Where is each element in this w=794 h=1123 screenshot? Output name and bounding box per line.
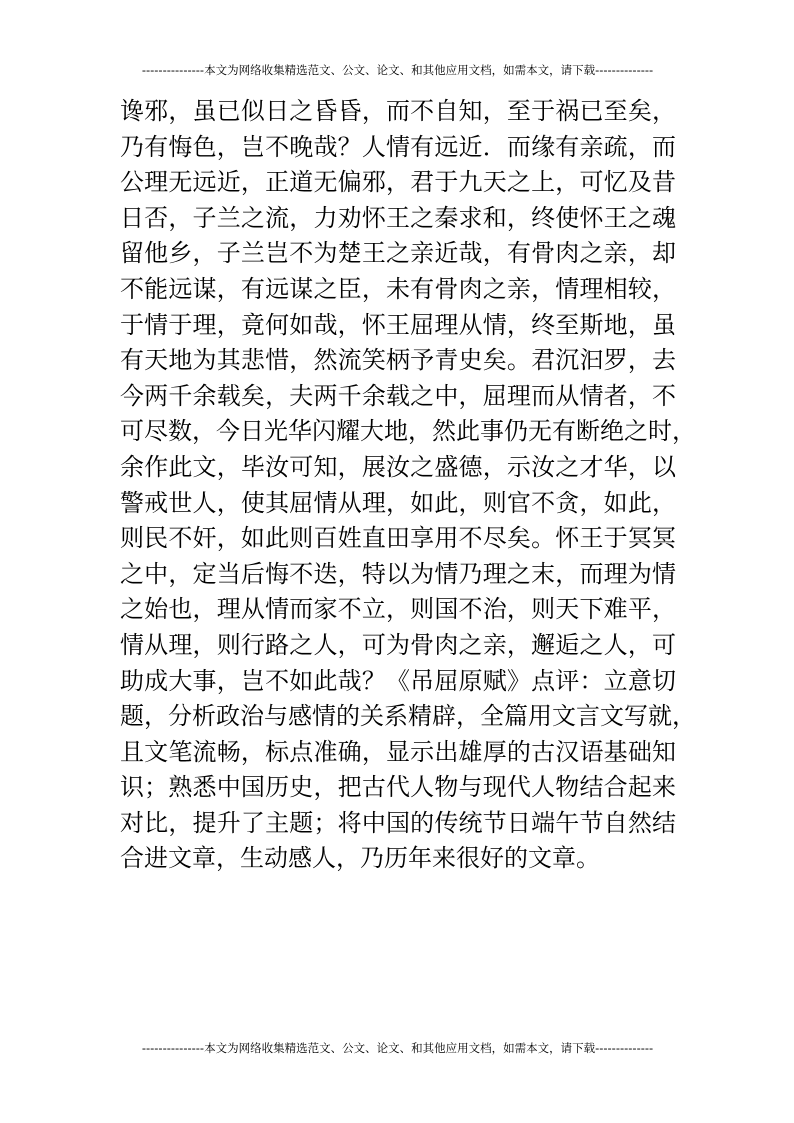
body-line: 警戒世人，使其屈情从理，如此，则官不贪，如此， <box>120 488 676 517</box>
body-line: 日否，子兰之流，力劝怀王之秦求和，终使怀王之魂 <box>120 203 676 232</box>
body-line: 可尽数，今日光华闪耀大地，然此事仍无有断绝之时， <box>120 417 696 446</box>
body-line: 乃有悔色，岂不晚哉？人情有远近．而缘有亲疏，而 <box>120 132 676 161</box>
body-line: 余作此文，毕汝可知，展汝之盛德，示汝之才华，以 <box>120 452 676 481</box>
body-line: 今两千余载矣，夫两千余载之中，屈理而从情者，不 <box>120 381 676 410</box>
body-line: 之中，定当后悔不迭，特以为情乃理之末，而理为情 <box>120 559 676 588</box>
body-line: 对比，提升了主题；将中国的传统节日端午节自然结 <box>120 808 676 837</box>
body-line: 之始也，理从情而家不立，则国不治，则天下难平， <box>120 595 676 624</box>
body-line: 谗邪，虽已似日之昏昏，而不自知，至于祸已至矣， <box>120 97 676 125</box>
body-line: 则民不奸，如此则百姓直田享用不尽矣。怀王于冥冥 <box>120 524 676 553</box>
body-line: 公理无远近，正道无偏邪，君于九天之上，可忆及昔 <box>120 168 676 197</box>
body-line: 情从理，则行路之人，可为骨肉之亲，邂逅之人，可 <box>120 630 676 659</box>
header-note: ---------------本文为网络收集精选范文、公文、论文、和其他应用文档，如需本文，请下载-------------- <box>141 63 654 77</box>
body-line: 合进文章，生动感人，乃历年来很好的文章。 <box>120 844 600 873</box>
body-text <box>120 94 696 877</box>
body-line: 留他乡，子兰岂不为楚王之亲近哉，有骨肉之亲，却 <box>120 239 676 268</box>
body-line: 助成大事，岂不如此哉？《吊屈原赋》点评：立意切 <box>120 666 676 695</box>
body-line: 且文笔流畅，标点准确，显示出雄厚的古汉语基础知 <box>120 737 676 766</box>
body-line: 有天地为其悲惜，然流笑柄予青史矣。君沉汩罗，去 <box>120 346 676 375</box>
body-line: 不能远谋，有远谋之臣，未有骨肉之亲，情理相较， <box>120 274 676 303</box>
footer-note: ---------------本文为网络收集精选范文、公文、论文、和其他应用文档，如需本文，请下载-------------- <box>141 1041 654 1055</box>
body-line: 题，分析政治与感情的关系精辟，全篇用文言文写就， <box>120 702 696 731</box>
body-line: 于情于理，竟何如哉，怀王屈理从情，终至斯地，虽 <box>120 310 676 339</box>
body-line: 识；熟悉中国历史，把古代人物与现代人物结合起来 <box>120 773 676 802</box>
